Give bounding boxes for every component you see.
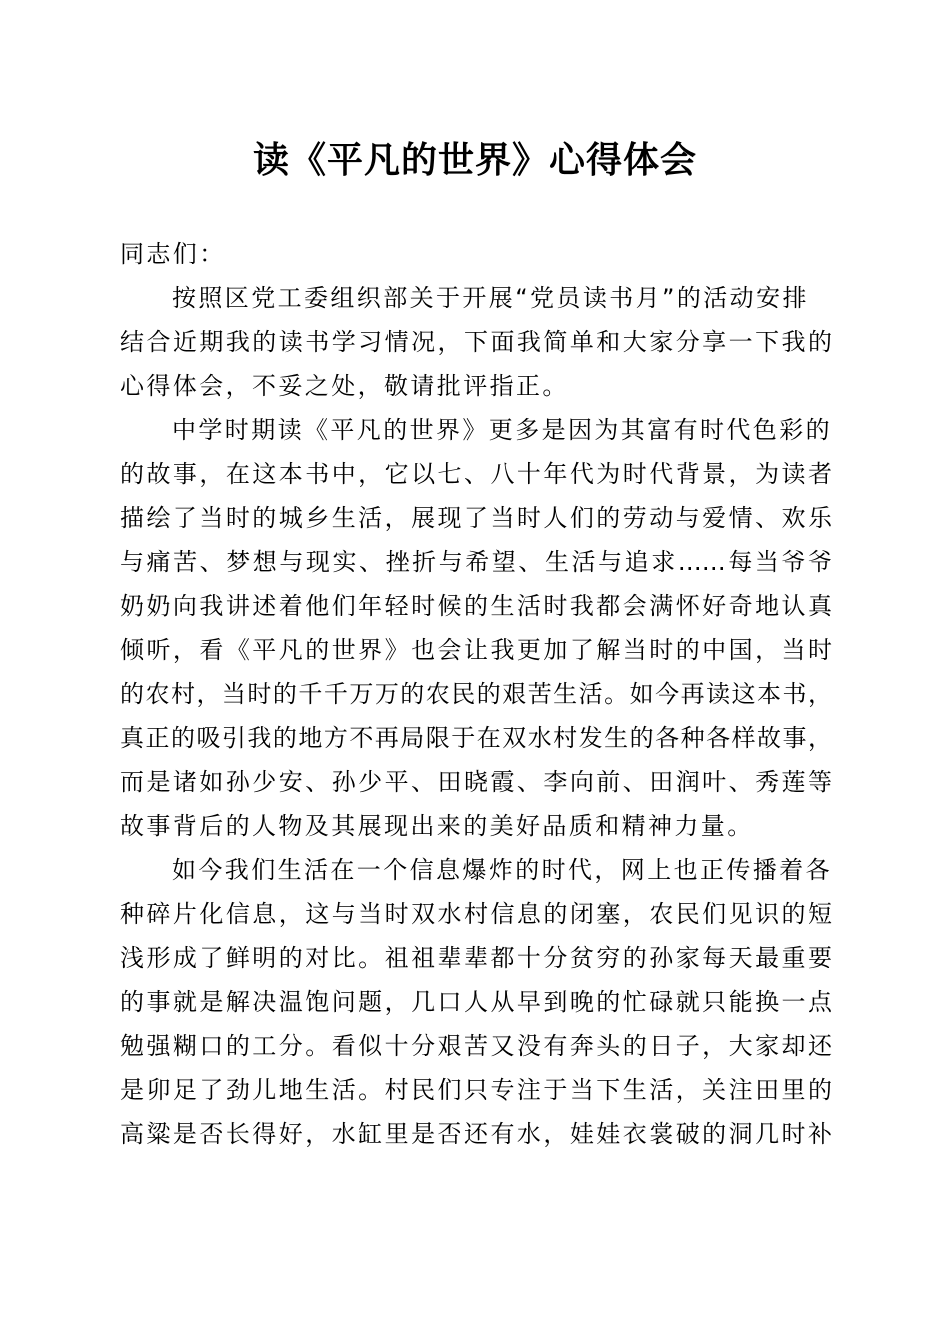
paragraph-3-line-4: 的事就是解决温饱问题，几口人从早到晚的忙碌就只能换一点 (120, 988, 832, 1016)
paragraph-2-line-7: 的农村，当时的千千万万的农民的艰苦生活。如今再读这本书， (120, 680, 832, 708)
paragraph-1-line-1: 按照区党工委组织部关于开展“党员读书月”的活动安排 (172, 284, 809, 312)
paragraph-3-line-3: 浅形成了鲜明的对比。祖祖辈辈都十分贫穷的孙家每天最重要 (120, 944, 832, 972)
paragraph-2-line-10: 故事背后的人物及其展现出来的美好品质和精神力量。 (120, 812, 754, 840)
paragraph-3-line-1: 如今我们生活在一个信息爆炸的时代，网上也正传播着各 (172, 856, 832, 884)
paragraph-3-line-2: 种碎片化信息，这与当时双水村信息的闭塞，农民们见识的短 (120, 900, 832, 928)
paragraph-2-line-8: 真正的吸引我的地方不再局限于在双水村发生的各种各样故事， (120, 724, 832, 752)
salutation: 同志们： (120, 240, 226, 268)
paragraph-2-line-4: 与痛苦、梦想与现实、挫折与希望、生活与追求……每当爷爷 (120, 548, 832, 576)
paragraph-3-line-6: 是卯足了劲儿地生活。村民们只专注于当下生活，关注田里的 (120, 1076, 832, 1104)
paragraph-2-line-6: 倾听，看《平凡的世界》也会让我更加了解当时的中国，当时 (120, 636, 832, 664)
paragraph-2-line-2: 的故事，在这本书中，它以七、八十年代为时代背景，为读者 (120, 460, 832, 488)
paragraph-2-line-3: 描绘了当时的城乡生活，展现了当时人们的劳动与爱情、欢乐 (120, 504, 832, 532)
paragraph-2-line-1: 中学时期读《平凡的世界》更多是因为其富有时代色彩的 (172, 416, 832, 444)
paragraph-2-line-5: 奶奶向我讲述着他们年轻时候的生活时我都会满怀好奇地认真 (120, 592, 832, 620)
paragraph-2-line-9: 而是诸如孙少安、孙少平、田晓霞、李向前、田润叶、秀莲等 (120, 768, 832, 796)
paragraph-1-line-2: 结合近期我的读书学习情况，下面我简单和大家分享一下我的 (120, 328, 832, 356)
paragraph-1-line-3: 心得体会，不妥之处，敬请批评指正。 (120, 372, 569, 400)
paragraph-3-line-7: 高粱是否长得好，水缸里是否还有水，娃娃衣裳破的洞几时补 (120, 1120, 832, 1148)
document-body (120, 232, 832, 1156)
document-title: 读《平凡的世界》心得体会 (252, 139, 697, 181)
paragraph-3-line-5: 勉强糊口的工分。看似十分艰苦又没有奔头的日子，大家却还 (120, 1032, 832, 1060)
